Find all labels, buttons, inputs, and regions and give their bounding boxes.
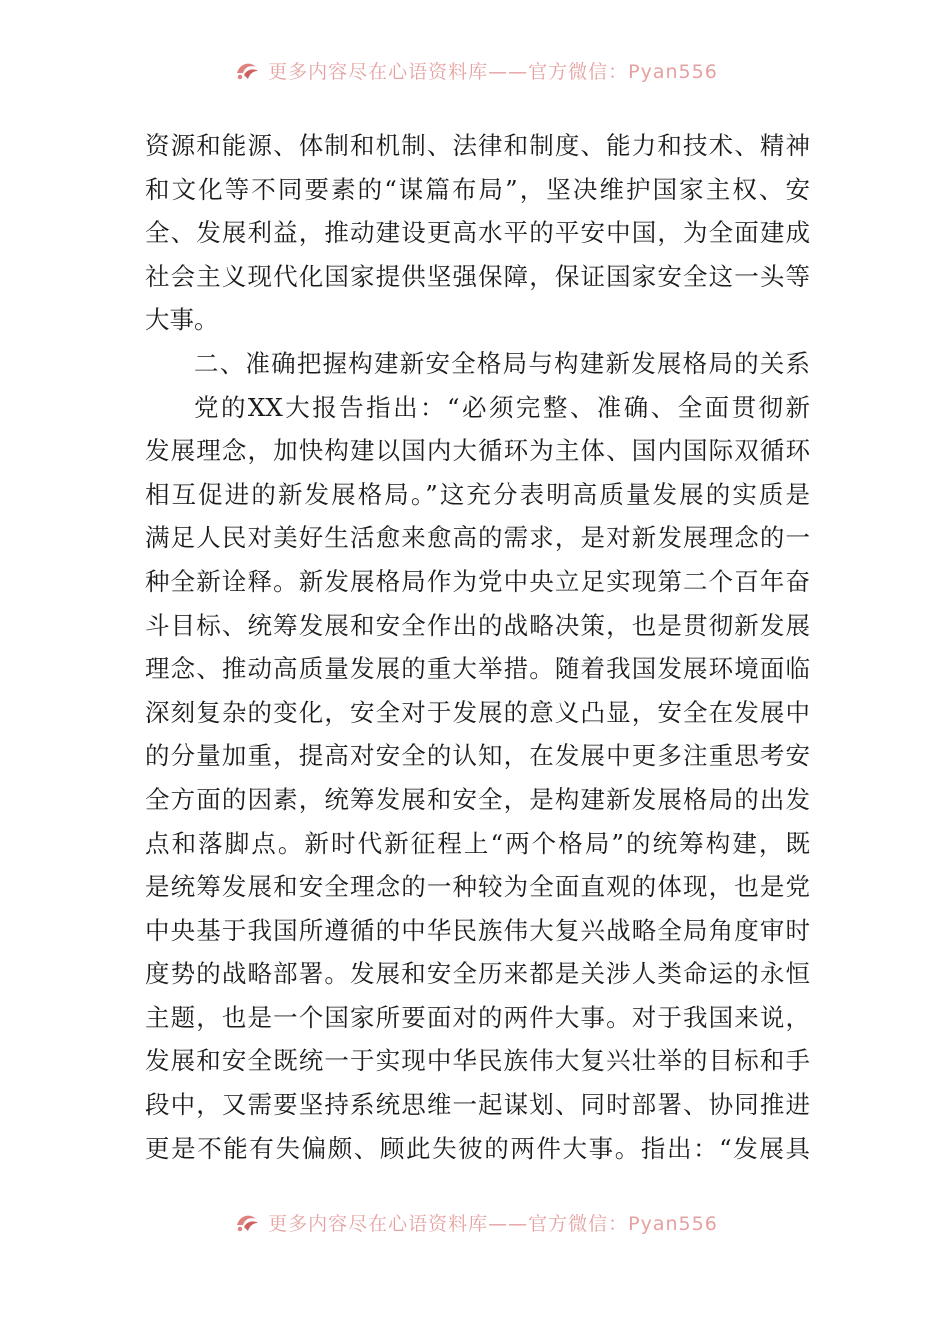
watermark-logo-icon bbox=[232, 55, 262, 85]
text-line: 社会主义现代化国家提供坚强保障，保证国家安全这一头等 bbox=[145, 261, 810, 291]
text-line: 发展理念，加快构建以国内大循环为主体、国内国际双循环 bbox=[145, 436, 810, 466]
text-line: 种全新诠释。新发展格局作为党中央立足实现第二个百年奋 bbox=[145, 566, 810, 596]
text-line: 全、发展利益，推动建设更高水平的平安中国，为全面建成 bbox=[145, 218, 810, 248]
text-line: 深刻复杂的变化，安全对于发展的意义凸显，安全在发展中 bbox=[145, 697, 810, 727]
text-line: 发展和安全既统一于实现中华民族伟大复兴壮举的目标和手 bbox=[145, 1046, 810, 1076]
text-line: 全方面的因素，统筹发展和安全，是构建新发展格局的出发 bbox=[145, 784, 810, 814]
header-watermark bbox=[0, 50, 950, 90]
text-line: 满足人民对美好生活愈来愈高的需求，是对新发展理念的一 bbox=[145, 523, 810, 553]
watermark-logo-icon bbox=[232, 1207, 262, 1237]
text-line: 主题，也是一个国家所要面对的两件大事。对于我国来说， bbox=[145, 1002, 810, 1032]
text-line: 点和落脚点。新时代新征程上“两个格局”的统筹构建，既 bbox=[145, 828, 810, 858]
text-line: 相互促进的新发展格局。”这充分表明高质量发展的实质是 bbox=[145, 479, 810, 509]
section-heading: 二、准确把握构建新安全格局与构建新发展格局的关系 bbox=[194, 348, 810, 378]
text-line: 是统筹发展和安全理念的一种较为全面直观的体现，也是党 bbox=[145, 872, 810, 902]
text-line: 党的XX大报告指出：“必须完整、准确、全面贯彻新 bbox=[194, 392, 810, 422]
watermark-text: 更多内容尽在心语资料库——官方微信：Pyan556 bbox=[268, 1212, 718, 1235]
watermark-text: 更多内容尽在心语资料库——官方微信：Pyan556 bbox=[268, 60, 718, 83]
text-line: 理念、推动高质量发展的重大举措。随着我国发展环境面临 bbox=[145, 654, 810, 684]
text-line: 度势的战略部署。发展和安全历来都是关涉人类命运的永恒 bbox=[145, 959, 810, 989]
text-line: 资源和能源、体制和机制、法律和制度、能力和技术、精神 bbox=[145, 131, 810, 160]
text-line: 段中，又需要坚持系统思维一起谋划、同时部署、协同推进 bbox=[145, 1090, 810, 1120]
document-body bbox=[145, 124, 810, 1170]
text-line: 的分量加重，提高对安全的认知，在发展中更多注重思考安 bbox=[145, 741, 810, 771]
footer-watermark bbox=[0, 1202, 950, 1242]
text-line: 中央基于我国所遵循的中华民族伟大复兴战略全局角度审时 bbox=[145, 915, 810, 945]
text-line: 大事。 bbox=[145, 305, 219, 335]
text-line: 斗目标、统筹发展和安全作出的战略决策，也是贯彻新发展 bbox=[145, 610, 810, 640]
text-line: 和文化等不同要素的“谋篇布局”，坚决维护国家主权、安 bbox=[145, 174, 810, 204]
text-line: 更是不能有失偏颇、顾此失彼的两件大事。指出：“发展具 bbox=[145, 1133, 810, 1163]
